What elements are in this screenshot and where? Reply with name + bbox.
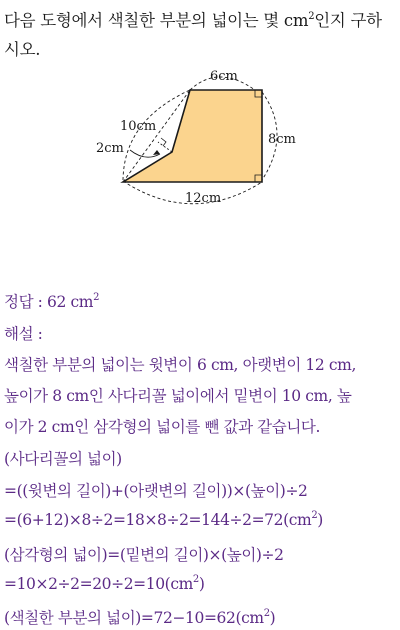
label-small: 2cm (96, 141, 124, 156)
shaded-area-text: (색칠한 부분의 넓이)=72−10=62(cm (4, 609, 264, 627)
question-part1: 다음 도형에서 색칠한 부분의 넓이는 몇 cm (4, 11, 309, 30)
shaded-area-sup: 2 (263, 608, 270, 619)
answer-sup: 2 (93, 292, 100, 303)
label-top: 6cm (210, 69, 238, 84)
triangle-calc-text: =10×2÷2=20÷2=10(cm (4, 575, 193, 593)
label-right: 8cm (268, 132, 296, 147)
explain-para2: 높이가 8 cm인 사다리꼴 넓이에서 밑변이 10 cm, 높 (4, 387, 352, 405)
explain-para1: 색칠한 부분의 넓이는 윗변이 6 cm, 아랫변이 12 cm, (4, 356, 356, 374)
explain-para3: 이가 2 cm인 삼각형의 넓이를 뺀 값과 같습니다. (4, 418, 320, 436)
question-sup: 2 (308, 11, 315, 22)
question-part2: 인지 구하시오. (4, 11, 382, 59)
trapezoid-calc-end: ) (317, 511, 323, 529)
shaded-region (123, 90, 262, 182)
answer-line (4, 290, 398, 312)
answer-value: 62 cm (47, 293, 94, 311)
trapezoid-area-heading: (사다리꼴의 넓이) (4, 450, 122, 468)
trapezoid-figure (0, 0, 400, 215)
triangle-formula: (삼각형의 넓이)=(밑변의 길이)×(높이)÷2 (4, 546, 284, 564)
label-slant: 10cm (120, 119, 157, 134)
trapezoid-calc-text: =(6+12)×8÷2=18×8÷2=144÷2=72(cm (4, 511, 312, 529)
triangle-calc (4, 575, 398, 593)
trapezoid-calc-sup: 2 (311, 510, 318, 521)
trapezoid-calc (4, 511, 398, 529)
answer-label: 정답 : (4, 293, 48, 311)
label-bottom: 12cm (185, 191, 222, 206)
explain-label: 해설 : (4, 325, 43, 343)
triangle-calc-sup: 2 (192, 574, 199, 585)
trapezoid-formula: =((윗변의 길이)+(아랫변의 길이))×(높이)÷2 (4, 482, 308, 500)
shaded-area-result (4, 606, 398, 628)
shaded-area-end: ) (269, 609, 276, 627)
triangle-calc-end: ) (198, 575, 205, 593)
